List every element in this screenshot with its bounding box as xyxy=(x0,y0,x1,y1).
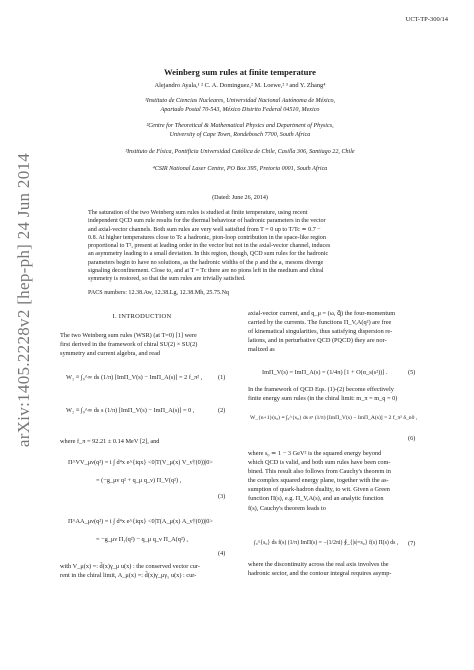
equation-number-1: (1) xyxy=(218,374,226,381)
equation-number-6: (6) xyxy=(408,435,416,442)
arxiv-identifier: arXiv:1405.2228v2 [hep-ph] 24 Jun 2014 xyxy=(14,152,33,448)
date-line: (Dated: June 26, 2014) xyxy=(212,195,268,201)
equation-4-first-line: Π^AA_μν(q²) = i ∫ d⁴x e^{iqx} <0|T(A_μ(x) A_ν†(0))|0> xyxy=(68,518,213,525)
right-paragraph-1: axial-vector current, and q_μ = (ω, q⃗) the four-momentum carried by the currents. The functions Π_V,A(q²) are free of kinematical singularities, thus satisfying dispersion re- lations, and in perturbative QCD (PQCD) they are nor- malized as xyxy=(248,310,396,354)
abstract-line: symmetry is restored, so that the sum rules are trivially satisfied. xyxy=(88,276,246,283)
abstract-line: an asymmetry leading to a small deviation. In this region, though, QCD sum rules for the hadronic xyxy=(88,251,329,258)
affiliation-2: ²Centre for Theoretical & Mathematical Physics and Department of Physics, University of Cape Town, Rondebosch 7700, South Africa xyxy=(146,123,334,138)
abstract-line: parameters begin to have no solutions, as the hadronic widths of the ρ and the a₁ mesons diverge xyxy=(88,259,324,266)
abstract-line: The saturation of the two Weinberg sum rules is studied at finite temperature, using recent xyxy=(88,210,308,216)
equation-3-first-line: Π^VV_μν(q²) = i ∫ d⁴x e^{iqx} <0|T(V_μ(x) V_ν†(0))|0> xyxy=(68,459,213,466)
affiliation-4: ⁴CSIR National Laser Centre, PO Box 395, Pretoria 0001, South Africa xyxy=(152,166,328,172)
equation-5: ImΠ_V(s) = ImΠ_A(s) = (1/4π) [1 + O(α_s(s²))] . xyxy=(262,369,388,376)
pacs-numbers: PACS numbers: 12.38.Aw, 12.38.Lg, 12.38.Mh, 25.75.Nq xyxy=(88,290,230,296)
equation-3-second-line: = (−g_μν q² + q_μ q_ν) Π_V(q²) , xyxy=(96,477,182,484)
equation-7: ∫₀^{s₀} ds f(s) (1/π) ImΠ(s) = −(1/2πi) ∮_{|s|=s₀} f(s) Π(s) ds , xyxy=(254,540,399,546)
affiliation-3: ³Instituto de Física, Pontificia Universidad Católica de Chile, Casilla 306, Santiago 22, Chile xyxy=(125,149,355,155)
section-heading: I. INTRODUCTION xyxy=(112,313,172,320)
equation-4-second-line: = −g_μν Π₁(q²) − q_μ q_ν Π_A(q²) , xyxy=(96,536,189,543)
where-fpi-line: where f_π = 92.21 ± 0.14 MeV [2], and xyxy=(60,438,160,445)
affiliation-1: ¹Instituto de Ciencias Nucleares, Universidad Nacional Autónoma de México, Apartado Postal 70-543, México Distrito Federal 04510, Mexico xyxy=(144,98,336,113)
arxiv-sidebar xyxy=(4,150,44,450)
equation-number-2: (2) xyxy=(218,407,226,414)
abstract-line: proportional to T², present at leading order in the vector but not in the axial-vector channel, induces xyxy=(88,243,331,250)
equation-number-3: (3) xyxy=(218,493,226,500)
right-paragraph-2: In the framework of QCD Eqs. (1)-(2) become effectively finite energy sum rules (in the chiral limit: m_π = m_q = 0) xyxy=(248,386,398,403)
right-paragraph-4: where the discontinuity across the real axis involves the hadronic sector, and the contour integral requires asymp- xyxy=(248,561,392,578)
equation-6: W_{n+1}(s₀) ≡ ∫₀^{s₀} ds sⁿ (1/π) [ImΠ_V(s) − ImΠ_A(s)] = 2 f_π² δ_n0 , xyxy=(250,415,418,421)
abstract-line: independent QCD sum rule results for the thermal behaviour of hadronic parameters in the vector xyxy=(88,218,326,225)
left-intro-paragraph: The two Weinberg sum rules (WSR) (at T=0) [1] were first derived in the framework of chiral SU(2) × SU(2) symmetry and current algebra, and read xyxy=(60,332,198,358)
right-paragraph-3: where s₀ ≃ 1 − 3 GeV² is the squared energy beyond which QCD is valid, and both sum rules have been com- bined. This result also follows from Cauchy's theorem in the complex squared energy plane, together with the as- sumption of quark-hadron duality, to wit. Given a Green function Π(s), e.g. Π_V,A(s), and an analytic function f(s), Cauchy's theorem leads to xyxy=(248,450,391,512)
equation-number-5: (5) xyxy=(408,369,416,376)
left-tail-paragraph: with V_μ(x) =: d̄(x)γ_μ u(x) : the conserved vector cur- rent in the chiral limit, A_μ(x) =: d̄(x)γ_μγ₅ u(x) : cur- xyxy=(60,563,200,580)
equation-number-7: (7) xyxy=(408,540,416,547)
equation-number-4: (4) xyxy=(218,550,226,557)
equation-1: W₁ ≡ ∫₀^∞ ds (1/π) [ImΠ_V(s) − ImΠ_A(s)] = 2 f_π² , xyxy=(66,374,203,381)
paper-title: Weinberg sum rules at finite temperature xyxy=(164,67,316,77)
abstract-line: signaling deconfinement. Close to, and at T = Tc there are no pions left in the medium and chiral xyxy=(88,268,324,275)
abstract xyxy=(88,209,394,284)
abstract-line: and axial-vector channels. Both sum rules are very well satisfied from T = 0 up to T/Tc ≃ 0.7 − xyxy=(88,226,321,233)
abstract-line: 0.8. At higher temperatures close to Tc a hadronic, pion-loop contribution in the space-like region xyxy=(88,234,326,241)
report-number: UCT-TP-300/14 xyxy=(405,16,448,23)
author-list: Alejandro Ayala,¹ ² C. A. Dominguez,² M. Loewe,² ³ and Y. Zhang⁴ xyxy=(154,82,326,89)
equation-2: W₂ ≡ ∫₀^∞ ds s (1/π) [ImΠ_V(s) − ImΠ_A(s)] = 0 , xyxy=(66,407,195,414)
